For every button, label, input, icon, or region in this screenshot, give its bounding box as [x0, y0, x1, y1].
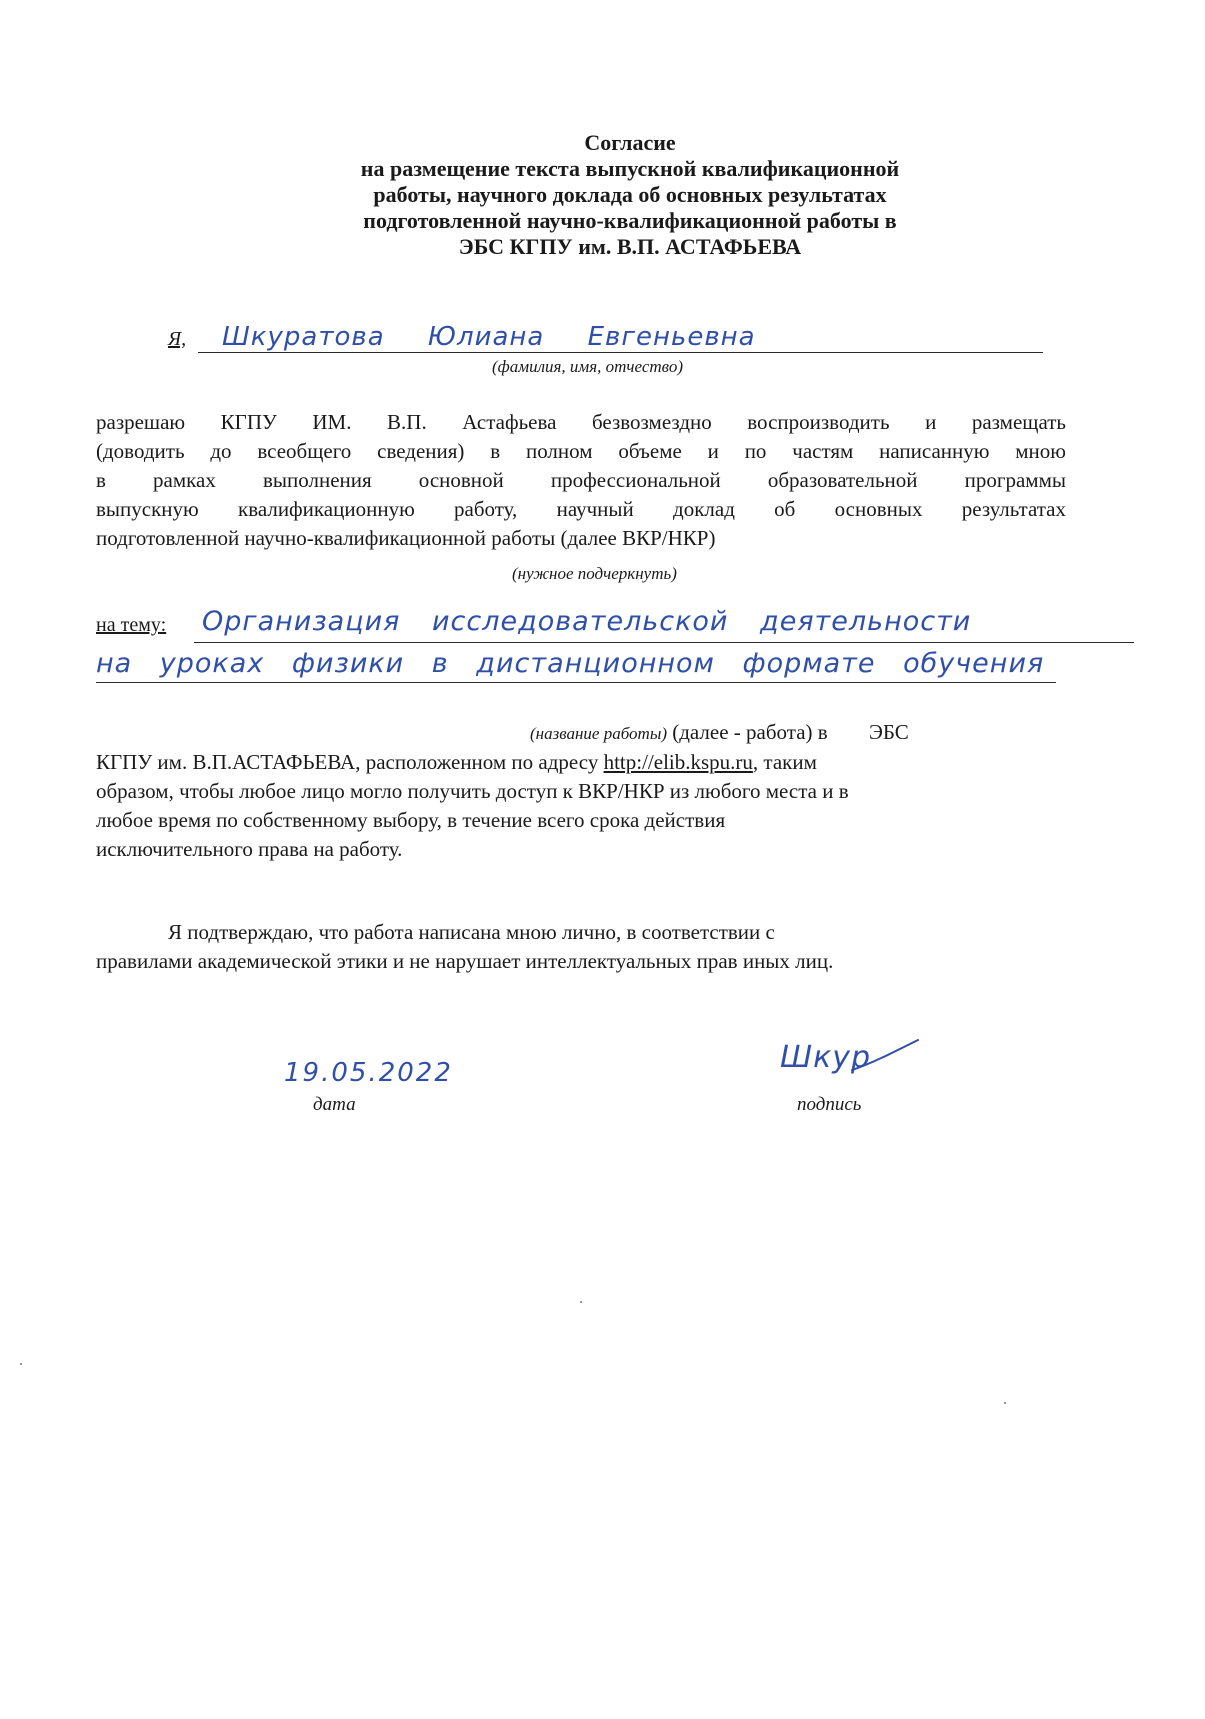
topic-field: [96, 606, 1136, 702]
handwritten-date: 19.05.2022: [284, 1058, 453, 1088]
name-prefix: Я,: [168, 328, 187, 350]
handwritten-signature: Шкур: [780, 1040, 871, 1075]
title-line: работы, научного доклада об основных результатах: [373, 182, 887, 207]
paragraph-line: разрешаю КГПУ ИМ. В.П. Астафьева безвозмездно воспроизводить и размещать: [96, 410, 1066, 434]
elib-link[interactable]: http://elib.kspu.ru: [603, 750, 753, 774]
topic-underline-1: [194, 642, 1134, 643]
document-title: [280, 130, 980, 260]
scan-speck: [1004, 1402, 1006, 1404]
hereinafter-text: (далее - работа) в: [672, 720, 828, 744]
name-underline: [198, 352, 1043, 353]
permission-paragraph: [96, 408, 1066, 553]
work-title-caption-line: [530, 720, 909, 745]
title-line: Согласие: [584, 130, 676, 155]
underline-hint-caption: (нужное подчеркнуть): [512, 564, 677, 583]
date-caption: дата: [313, 1094, 356, 1115]
topic-label: на тему:: [96, 614, 167, 636]
paragraph-line: образом, чтобы любое лицо могло получить доступ к ВКР/НКР из любого места и в: [96, 779, 849, 803]
work-title-caption: (название работы): [530, 724, 667, 743]
paragraph-line: Я подтверждаю, что работа написана мною лично, в соответствии с: [168, 920, 775, 944]
handwritten-full-name: Шкуратова Юлиана Евгеньевна: [222, 322, 756, 352]
paragraph-line: правилами академической этики и не нарушает интеллектуальных прав иных лиц.: [96, 949, 834, 973]
paragraph-line: любое время по собственному выбору, в течение всего срока действия: [96, 808, 726, 832]
text-after-link: , таким: [752, 750, 817, 774]
placement-paragraph: [96, 748, 1066, 864]
paragraph-line: выпускную квалификационную работу, научный доклад об основных результатах: [96, 497, 1066, 521]
full-name-field: [168, 322, 1043, 356]
text-before-link: КГПУ им. В.П.АСТАФЬЕВА, расположенном по адресу: [96, 750, 604, 774]
paragraph-line: (доводить до всеобщего сведения) в полном объеме и по частям написанную мною: [96, 439, 1066, 463]
paragraph-line: [96, 748, 1066, 777]
full-name-caption: (фамилия, имя, отчество): [492, 357, 683, 376]
signature-caption: подпись: [797, 1094, 862, 1115]
title-line: подготовленной научно-квалификационной работы в: [363, 208, 897, 233]
ebs-text: ЭБС: [868, 720, 909, 744]
handwritten-topic-line-1: Организация исследовательской деятельности: [202, 606, 972, 637]
scan-speck: [580, 1301, 582, 1303]
paragraph-line: в рамках выполнения основной профессиональной образовательной программы: [96, 468, 1066, 492]
scan-speck: [20, 1363, 22, 1365]
paragraph-line: подготовленной научно-квалификационной работы (далее ВКР/НКР): [96, 526, 716, 550]
title-line: ЭБС КГПУ им. В.П. АСТАФЬЕВА: [458, 234, 802, 259]
signature-flourish-icon: [850, 1036, 920, 1076]
confirmation-paragraph: [96, 918, 1066, 976]
paragraph-line: исключительного права на работу.: [96, 837, 403, 861]
title-line: на размещение текста выпускной квалификационной: [360, 156, 900, 181]
handwritten-topic-line-2: на уроках физики в дистанционном формате обучения: [96, 648, 1045, 679]
topic-underline-2: [96, 682, 1056, 683]
